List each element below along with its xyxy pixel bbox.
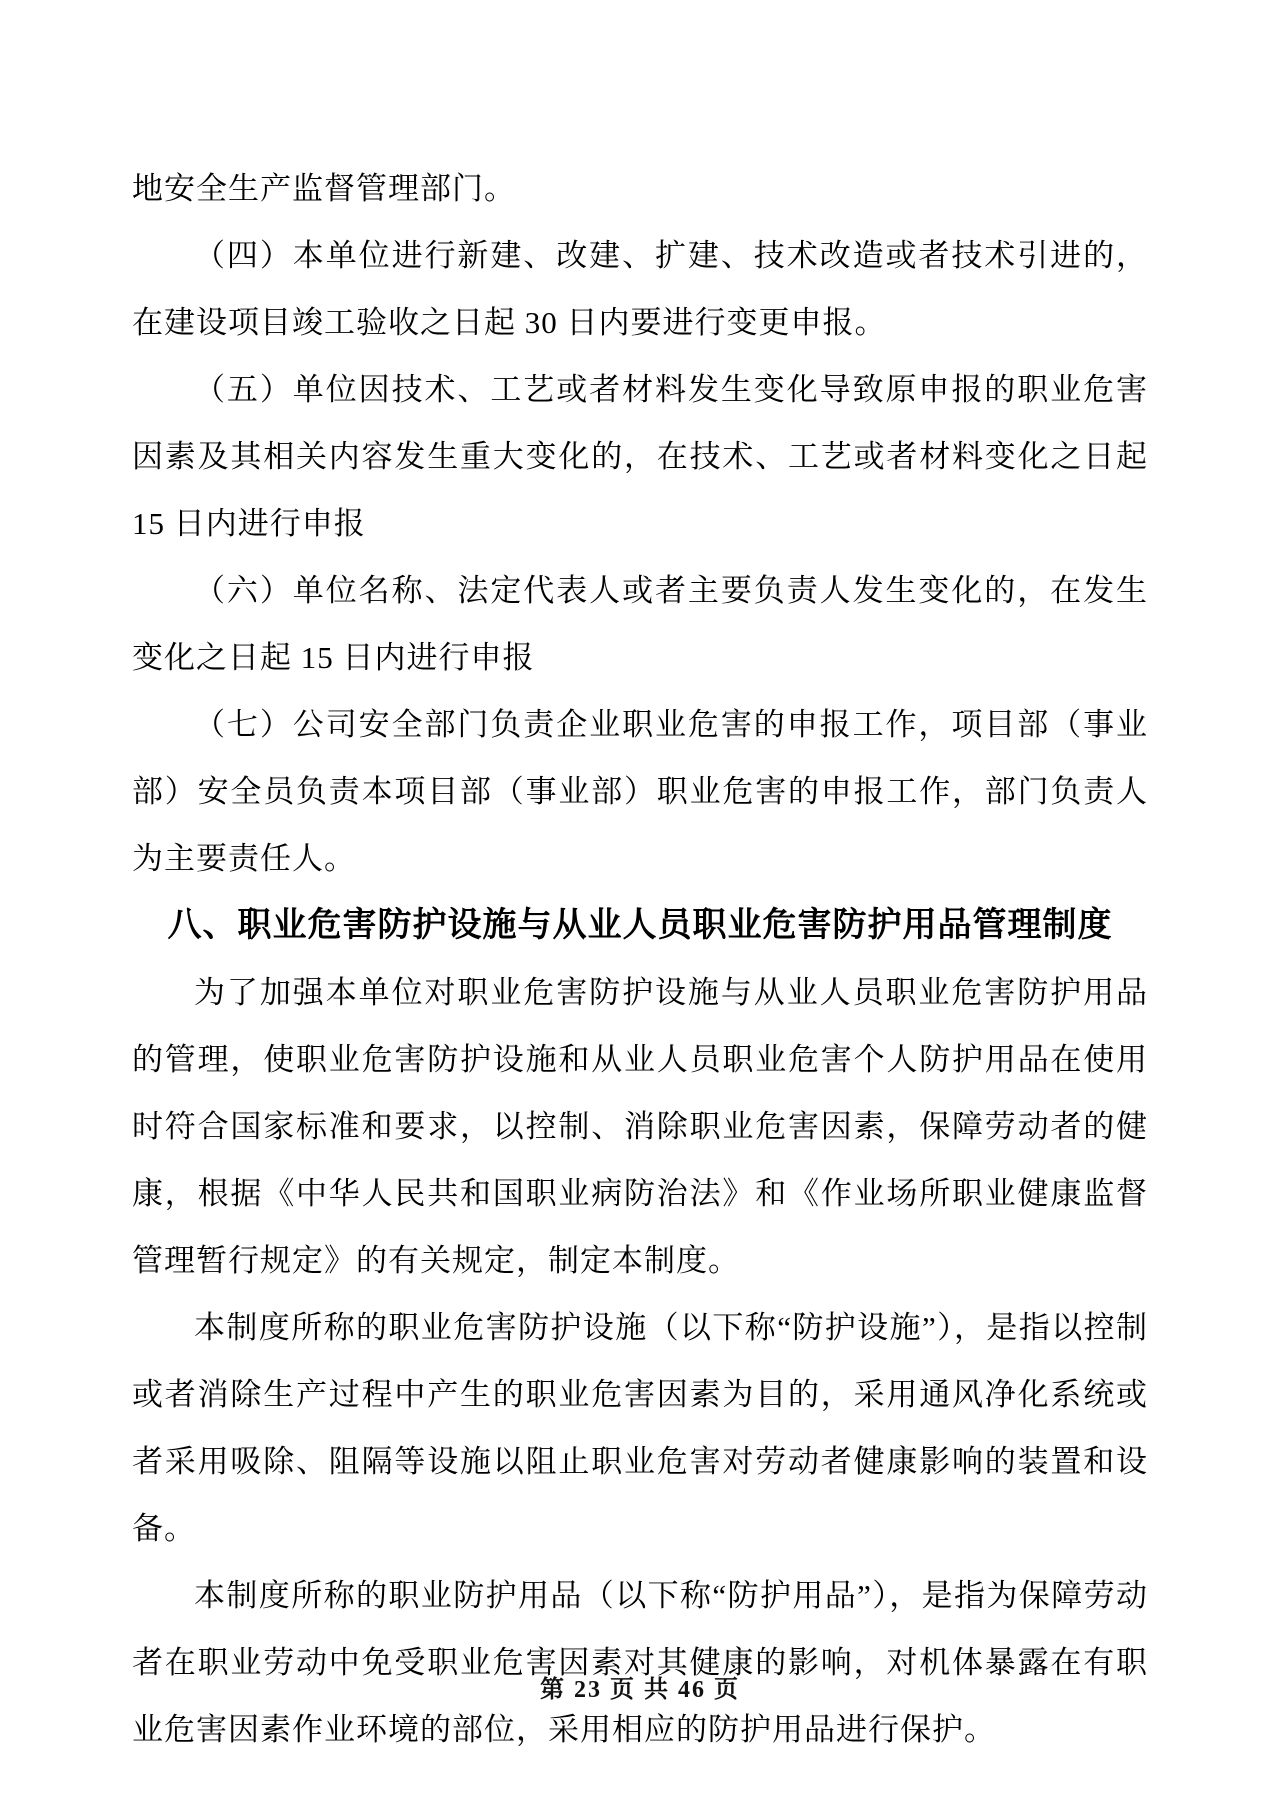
section-heading: 八、职业危害防护设施与从业人员职业危害防护用品管理制度 xyxy=(167,906,1113,944)
body-paragraph: 为了加强本单位对职业危害防护设施与从业人员职业危害防护用品的管理，使职业危害防护设施和从业人员职业危害个人防护用品在使用时符合国家标准和要求，以控制、消除职业危害因素，保障劳动者的健康，根据《中华人民共和国职业病防治法》和《作业场所职业健康监督管理暂行规定》的有关规定，制定本制度。 xyxy=(132,975,1148,1278)
body-paragraph: 本制度所称的职业危害防护设施（以下称“防护设施”），是指以控制或者消除生产过程中产生的职业危害因素为目的，采用通风净化系统或者采用吸除、阻隔等设施以阻止职业危害对劳动者健康影响的装置和设备。 xyxy=(132,1310,1148,1546)
body-paragraph: （六）单位名称、法定代表人或者主要负责人发生变化的，在发生变化之日起 15 日内进行申报 xyxy=(132,573,1148,675)
body-paragraph: 本制度所称的职业防护用品（以下称“防护用品”），是指为保障劳动者在职业劳动中免受职业危害因素对其健康的影响，对机体暴露在有职业危害因素作业环境的部位，采用相应的防护用品进行保护。 xyxy=(132,1578,1148,1747)
body-paragraph: （四）本单位进行新建、改建、扩建、技术改造或者技术引进的，在建设项目竣工验收之日起 30 日内要进行变更申报。 xyxy=(132,238,1148,340)
page-number-indicator: 第 23 页 共 46 页 xyxy=(540,1677,740,1703)
body-paragraph: （七）公司安全部门负责企业职业危害的申报工作，项目部（事业部）安全员负责本项目部（事业部）职业危害的申报工作，部门负责人为主要责任人。 xyxy=(132,707,1148,876)
body-paragraph: 地安全生产监督管理部门。 xyxy=(132,171,516,206)
page-footer xyxy=(0,1672,1280,1708)
body-paragraph: （五）单位因技术、工艺或者材料发生变化导致原申报的职业危害因素及其相关内容发生重大变化的，在技术、工艺或者材料变化之日起 15 日内进行申报 xyxy=(132,372,1148,541)
